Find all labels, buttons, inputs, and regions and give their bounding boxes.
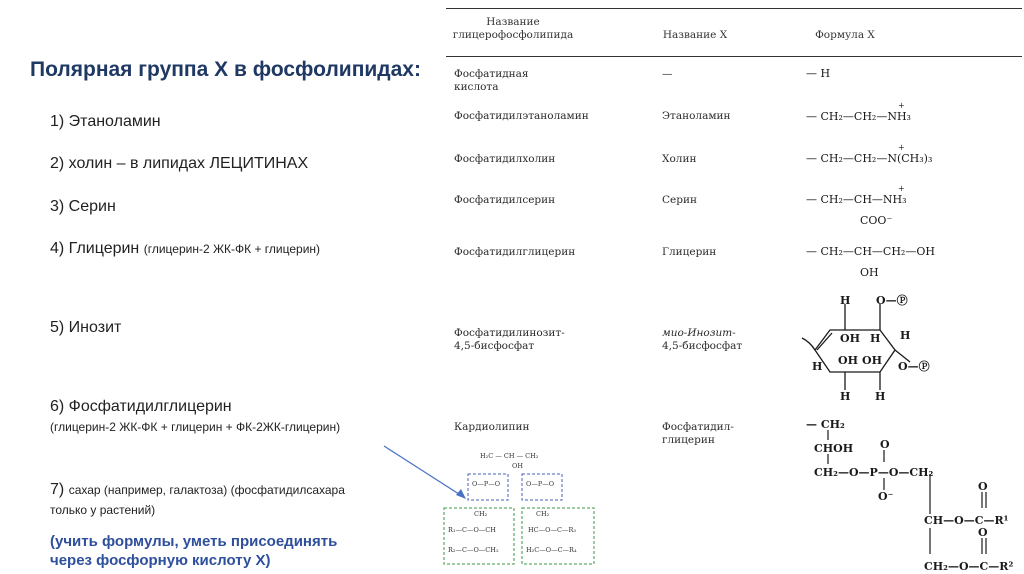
cardiolipin-phosphate-o: O	[880, 438, 890, 451]
row-ps-carboxylate: COO⁻	[860, 214, 893, 227]
inositol-atom-oh: OH	[840, 332, 860, 345]
phosphatidylglycerol-sketch	[440, 440, 600, 574]
row-pc-formula: — CH₂—CH₂—N(CH₃)₃	[806, 152, 933, 165]
row-pip2-name: Фосфатидилинозит- 4,5-бисфосфат	[454, 327, 565, 352]
cardiolipin-carbonyl1-o: O	[978, 480, 988, 493]
row-ps-x: Серин	[662, 194, 697, 206]
row-pe-formula: — CH₂—CH₂—NH₃	[806, 110, 911, 123]
cardiolipin-phosphate-ominus: O⁻	[878, 490, 894, 503]
cardiolipin-choh: CHOH	[814, 442, 854, 455]
sketch-ester-r3: HC—O—C—R₃	[528, 526, 576, 534]
cardiolipin-ch2: — CH₂	[806, 418, 845, 431]
list-item-sugar-label: сахар (например, галактоза) (фосфатидилсахара	[68, 483, 345, 497]
row-ps-formula: — CH₂—CH—NH₃	[806, 193, 907, 206]
cardiolipin-ester1: CH—O—C—R¹	[924, 514, 1009, 527]
row-pc-plus: +	[898, 143, 905, 152]
inositol-wedge-bond	[802, 338, 815, 350]
inositol-ring-bond	[817, 333, 832, 350]
row-pg-name: Фосфатидилглицерин	[454, 246, 576, 258]
study-note-line2: через фосфорную кислоту Х)	[50, 552, 271, 569]
study-note	[50, 532, 337, 570]
list-item-inositol: 5) Инозит	[50, 319, 122, 336]
inositol-atom-ho: OH	[862, 354, 882, 367]
inositol-atom-h2: H	[870, 332, 881, 345]
list-item-serine: 3) Серин	[50, 198, 116, 215]
list-item-sugar-number: 7)	[50, 481, 65, 498]
row-pe-x: Этаноламин	[662, 110, 731, 122]
row-ps-plus: +	[898, 184, 905, 193]
list-item-sugar	[50, 480, 410, 520]
row-ps-name: Фосфатидилсерин	[454, 194, 556, 206]
row-phosphatidic-acid-x: —	[662, 68, 673, 80]
row-cardiolipin-x: Фосфатидил- глицерин	[662, 421, 734, 446]
sketch-ester-r1: R₁—C—O—CH	[448, 526, 496, 534]
page-title: Полярная группа Х в фосфолипидах:	[30, 58, 421, 81]
table-top-rule	[446, 8, 1022, 9]
inositol-atom-h6: H	[875, 390, 886, 403]
list-item-choline: 2) холин – в липидах ЛЕЦИТИНАХ	[50, 155, 309, 172]
inositol-atom-o-top: O—Ⓟ	[876, 294, 908, 307]
row-pip2-x: мио-Инозит- 4,5-бисфосфат	[662, 327, 743, 352]
row-pe-plus: +	[898, 101, 905, 110]
header-lipid-name: Название глицерофосфолипида	[452, 16, 574, 41]
inositol-atom-h4: H	[812, 360, 823, 373]
list-item-glycerol	[50, 240, 320, 258]
sketch-ch2-left: CH₂	[474, 510, 488, 518]
cardiolipin-carbonyl2-o: O	[978, 526, 988, 539]
list-item-glycerol-note: (глицерин-2 ЖК-ФК + глицерин)	[143, 242, 321, 256]
list-item-glycerol-label: 4) Глицерин	[50, 240, 140, 257]
sketch-phosphate-left: O—P—O	[472, 480, 501, 488]
list-item-phosphatidylglycerol-note: (глицерин-2 ЖК-ФК + глицерин + ФК-2ЖК-глицерин)	[50, 420, 341, 434]
header-x-formula: Формула X	[815, 29, 875, 41]
list-item-ethanolamine: 1) Этаноламин	[50, 113, 161, 130]
inositol-ring-structure	[800, 292, 960, 410]
inositol-atom-h: H	[840, 294, 851, 307]
sketch-phosphate-right: O—P—O	[526, 480, 555, 488]
row-phosphatidic-acid-name: Фосфатидная кислота	[454, 68, 529, 93]
row-pg-x: Глицерин	[662, 246, 717, 258]
row-pg-hydroxyl: OH	[860, 266, 879, 279]
sketch-ch2-right: CH₂	[536, 510, 550, 518]
header-x-name: Название X	[662, 29, 728, 41]
table-header-rule	[446, 56, 1022, 57]
row-pc-name: Фосфатидилхолин	[454, 153, 556, 165]
inositol-atom-h5: H	[840, 390, 851, 403]
inositol-atom-oh2: OH	[838, 354, 858, 367]
inositol-atom-o-right: O—Ⓟ	[898, 360, 930, 373]
list-item-phosphatidylglycerol	[50, 398, 340, 434]
sketch-acyl-box-right	[522, 508, 594, 564]
sketch-ester-r4: H₂C—O—C—R₄	[526, 546, 577, 554]
row-pc-x: Холин	[662, 153, 697, 165]
cardiolipin-ester2: CH₂—O—C—R²	[924, 560, 1014, 573]
list-item-phosphatidylglycerol-label: 6) Фосфатидилглицерин	[50, 398, 232, 415]
cardiolipin-phosphate-link: CH₂—O—P—O—CH₂	[814, 466, 934, 479]
study-note-line1: (учить формулы, уметь присоединять	[50, 533, 338, 550]
cardiolipin-structure	[800, 414, 1022, 574]
row-pe-name: Фосфатидилэтаноламин	[454, 110, 589, 122]
sketch-hydroxyl: OH	[512, 462, 523, 470]
row-phosphatidic-acid-formula: — H	[806, 67, 831, 80]
inositol-atom-h3: H	[900, 329, 911, 342]
row-pg-formula: — CH₂—CH—CH₂—OH	[806, 245, 935, 258]
sketch-glycerol-backbone: H₂C — CH — CH₂	[480, 452, 539, 460]
row-cardiolipin-name: Кардиолипин	[454, 421, 530, 433]
sketch-ester-r2: R₂—C—O—CH₂	[448, 546, 499, 554]
list-item-sugar-note: только у растений)	[50, 503, 156, 517]
